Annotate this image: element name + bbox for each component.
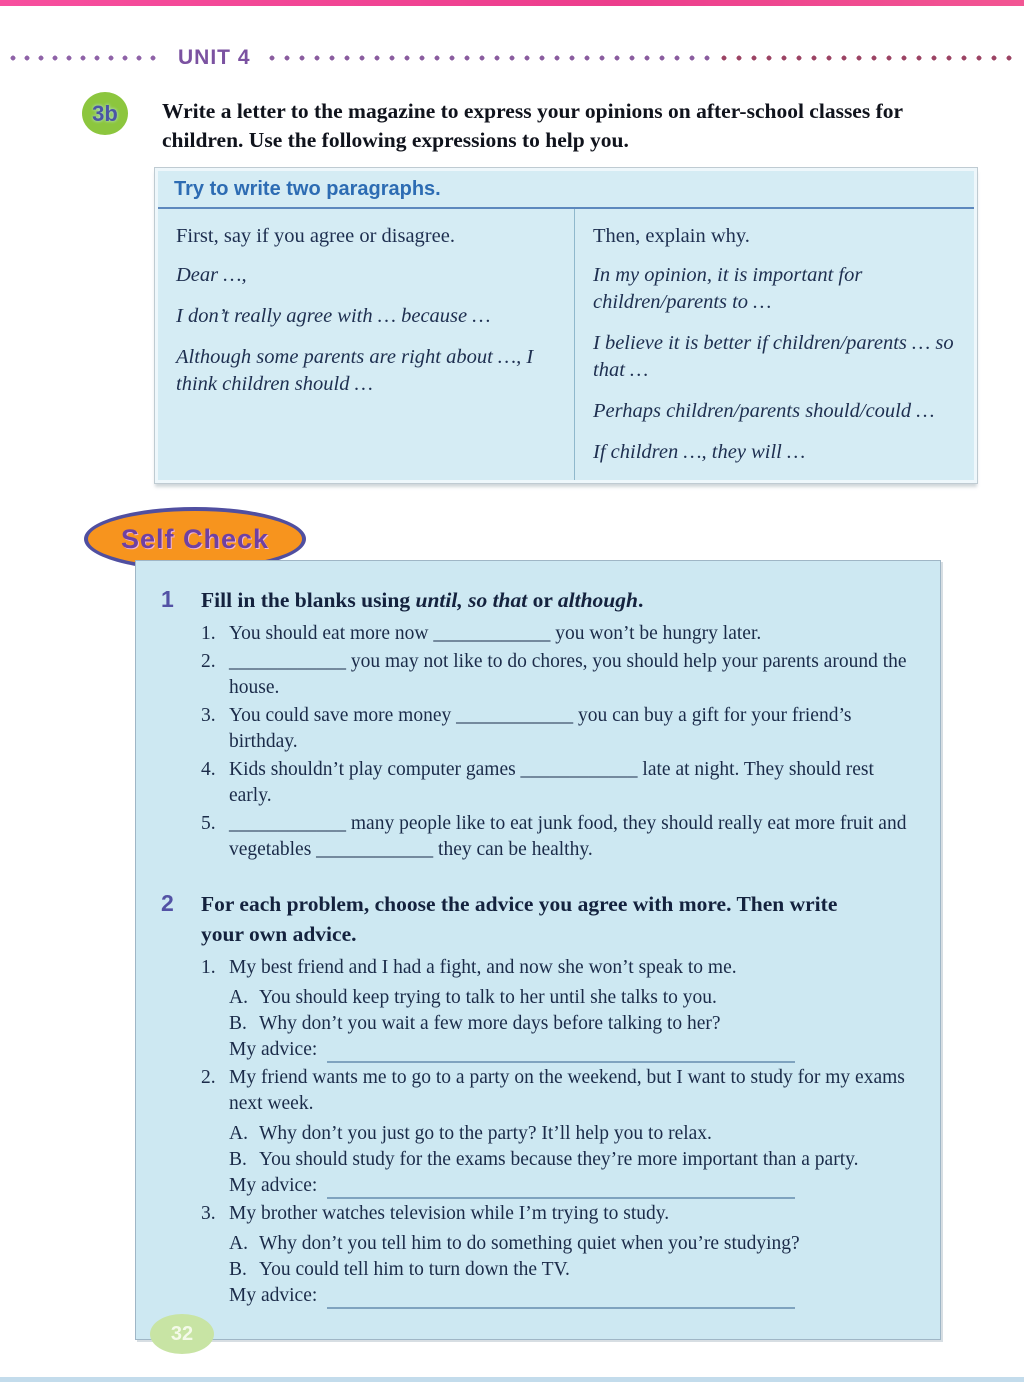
item-number: 3. [201, 705, 216, 726]
item-number: 4. [201, 759, 216, 780]
expressions-column-why [575, 209, 974, 480]
advice-problem [201, 1201, 920, 1309]
dotted-rule-right [717, 53, 1018, 63]
section-number: 2 [161, 890, 174, 916]
expressions-table-body [158, 209, 974, 480]
advice-problem [201, 1065, 920, 1199]
page-number: 32 [170, 1322, 194, 1345]
column-header: Then, explain why. [593, 225, 750, 247]
problem-block [229, 1065, 920, 1199]
my-advice-blank [327, 1177, 795, 1199]
activity-3b-badge: 3b [82, 92, 128, 135]
option-a [229, 1121, 920, 1147]
option-b-text: Why don’t you wait a few more days before talking to her? [259, 1013, 721, 1034]
option-b-label: B. [229, 1259, 247, 1280]
title-text: Fill in the blanks using [201, 588, 416, 612]
item-text: Kids shouldn’t play computer games ____________ late at night. They should rest early. [229, 759, 874, 806]
self-check-panel [135, 560, 941, 1340]
expression-item: I believe it is better if children/parents … so that … [593, 332, 954, 381]
my-advice-row [229, 1037, 920, 1063]
expression-item: Although some parents are right about …, I think children should … [176, 346, 534, 395]
my-advice-label: My advice: [229, 1175, 318, 1196]
item-number: 1. [201, 623, 216, 644]
option-b-text: You could tell him to turn down the TV. [259, 1259, 570, 1280]
option-a [229, 985, 920, 1011]
fill-in-item [201, 757, 920, 809]
column-header: First, say if you agree or disagree. [176, 225, 455, 247]
expression-item: In my opinion, it is important for children/parents to … [593, 264, 863, 313]
option-b [229, 1147, 920, 1173]
option-b-label: B. [229, 1149, 247, 1170]
expression-item: Dear …, [176, 264, 247, 286]
page-top-edge [0, 0, 1024, 6]
dotted-rule-mid [265, 53, 717, 63]
fill-in-item [201, 811, 920, 863]
item-number: 1. [201, 957, 216, 978]
fill-in-item [201, 649, 920, 701]
option-a [229, 1231, 920, 1257]
problem-block [229, 1201, 920, 1309]
dotted-rule-left [6, 53, 164, 63]
problem-block [229, 955, 920, 1063]
item-number: 2. [201, 651, 216, 672]
problem-text: My brother watches television while I’m trying to study. [229, 1203, 670, 1224]
option-b-text: You should study for the exams because they’re more important than a party. [259, 1149, 859, 1170]
problem-text: My best friend and I had a fight, and now she won’t speak to me. [229, 957, 737, 978]
expression-item: Perhaps children/parents should/could … [593, 400, 935, 422]
my-advice-row [229, 1173, 920, 1199]
item-text: ____________ many people like to eat junk food, they should really eat more fruit and vegetables ____________ they can be healthy. [229, 813, 907, 860]
item-text: ____________ you may not like to do chores, you should help your parents around the house. [229, 651, 907, 698]
title-italic: until, so that [415, 588, 528, 612]
section-number: 1 [161, 586, 174, 612]
self-check-section-2 [161, 889, 920, 1309]
advice-problems [201, 955, 920, 1309]
option-a-text: You should keep trying to talk to her until she talks to you. [259, 987, 717, 1008]
item-number: 3. [201, 1203, 216, 1224]
unit-title: UNIT 4 [178, 46, 251, 69]
expressions-table-title: Try to write two paragraphs. [158, 171, 974, 209]
item-number: 2. [201, 1067, 216, 1088]
option-b-label: B. [229, 1013, 247, 1034]
my-advice-blank [327, 1041, 795, 1063]
option-a-label: A. [229, 987, 248, 1008]
option-a-text: Why don’t you tell him to do something quiet when you’re studying? [259, 1233, 800, 1254]
option-a-text: Why don’t you just go to the party? It’ll help you to relax. [259, 1123, 712, 1144]
section-2-heading-row [161, 889, 920, 949]
section-1-title [201, 585, 643, 615]
page-number-badge [150, 1314, 214, 1354]
option-b [229, 1011, 920, 1037]
my-advice-blank [327, 1287, 795, 1309]
self-check-badge-label: Self Check [120, 523, 270, 554]
item-number: 5. [201, 813, 216, 834]
title-text: or [527, 588, 558, 612]
advice-problem [201, 955, 920, 1063]
item-text: You should eat more now ____________ you won’t be hungry later. [229, 623, 762, 644]
title-text: . [637, 588, 644, 612]
my-advice-row [229, 1283, 920, 1309]
fill-in-item [201, 703, 920, 755]
item-text: You could save more money ____________ you can buy a gift for your friend’s birthday. [229, 705, 852, 752]
option-b [229, 1257, 920, 1283]
expression-item: I don’t really agree with … because … [176, 305, 491, 327]
fill-in-item [201, 621, 920, 647]
my-advice-label: My advice: [229, 1039, 318, 1060]
expressions-column-agree [158, 209, 575, 480]
option-a-label: A. [229, 1233, 248, 1254]
self-check-section-1 [161, 585, 920, 863]
my-advice-label: My advice: [229, 1285, 318, 1306]
section-1-heading-row [161, 585, 920, 615]
title-italic: although [557, 588, 638, 612]
problem-text: My friend wants me to go to a party on the weekend, but I want to study for my exams next week. [229, 1067, 905, 1114]
page-bottom-edge [0, 1377, 1024, 1382]
section-2-title: For each problem, choose the advice you agree with more. Then write your own advice. [201, 892, 838, 946]
fill-in-items [201, 621, 920, 863]
unit-header [6, 47, 1018, 69]
expressions-table [155, 168, 977, 483]
activity-3b-instruction: Write a letter to the magazine to express your opinions on after-school classes for children. Use the following expressions to help you. [162, 99, 903, 152]
expression-item: If children …, they will … [593, 441, 806, 463]
option-a-label: A. [229, 1123, 248, 1144]
